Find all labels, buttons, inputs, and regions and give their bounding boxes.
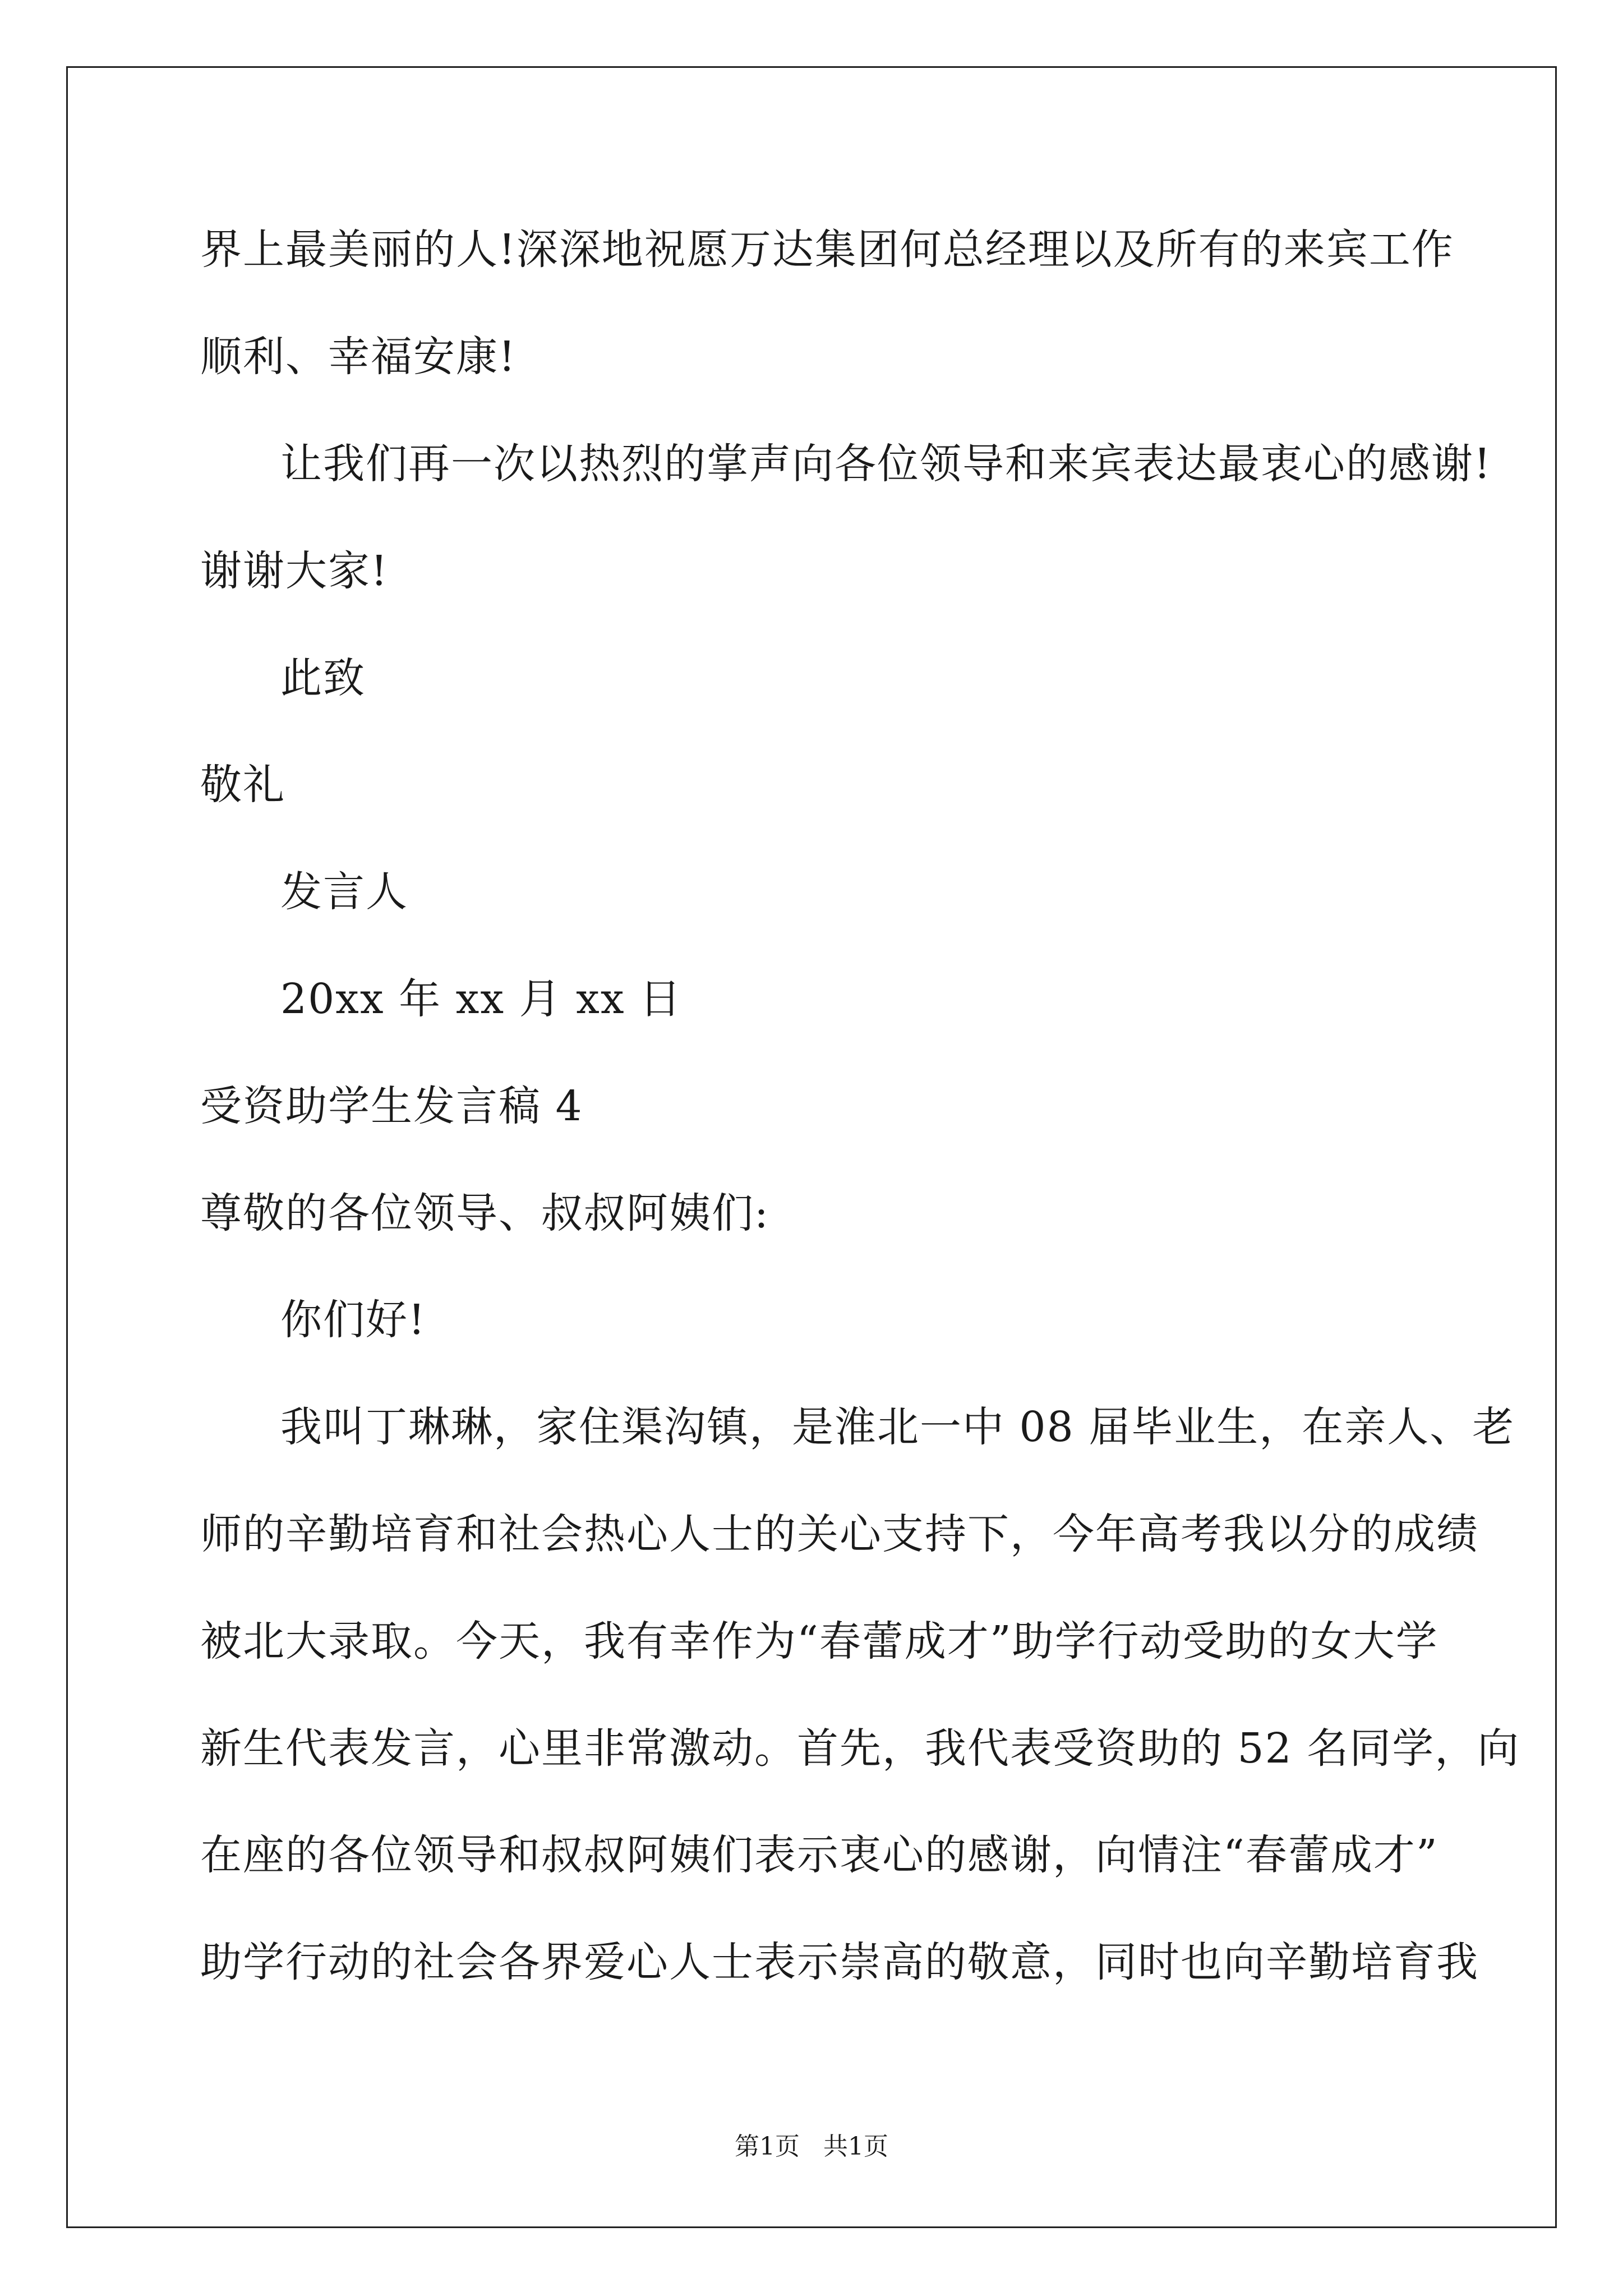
page-border xyxy=(66,66,1557,2228)
paragraph-line: 顺利、幸福安康! xyxy=(200,333,517,381)
paragraph-line: 师的辛勤培育和社会热心人士的关心支持下，今年高考我以分的成绩 xyxy=(200,1510,1479,1558)
paragraph-line: 在座的各位领导和叔叔阿姨们表示衷心的感谢，向情注“春蕾成才” xyxy=(200,1831,1438,1879)
closing-salutation: 此致 xyxy=(280,654,366,702)
paragraph-line: 被北大录取。今天，我有幸作为“春蕾成才”助学行动受助的女大学 xyxy=(200,1617,1438,1665)
paragraph-line: 谢谢大家! xyxy=(200,547,389,595)
closing-salutation: 敬礼 xyxy=(200,761,285,809)
paragraph-line: 让我们再一次以热烈的掌声向各位领导和来宾表达最衷心的感谢! xyxy=(280,440,1492,488)
section-title: 受资助学生发言稿 4 xyxy=(200,1082,583,1130)
signature-label: 发言人 xyxy=(280,868,408,916)
page-footer: 第1页 共1页 xyxy=(735,2132,888,2161)
paragraph-line: 我叫丁琳琳，家住渠沟镇，是淮北一中 08 届毕业生，在亲人、老 xyxy=(280,1403,1515,1451)
paragraph-line: 助学行动的社会各界爱心人士表示崇高的敬意，同时也向辛勤培育我 xyxy=(200,1938,1479,1986)
date-line: 20xx 年 xx 月 xx 日 xyxy=(280,975,683,1023)
greeting: 尊敬的各位领导、叔叔阿姨们: xyxy=(200,1189,769,1237)
paragraph-line: 界上最美丽的人!深深地祝愿万达集团何总经理以及所有的来宾工作 xyxy=(200,226,1454,274)
greeting: 你们好! xyxy=(280,1296,426,1344)
paragraph-line: 新生代表发言，心里非常激动。首先，我代表受资助的 52 名同学，向 xyxy=(200,1724,1520,1773)
